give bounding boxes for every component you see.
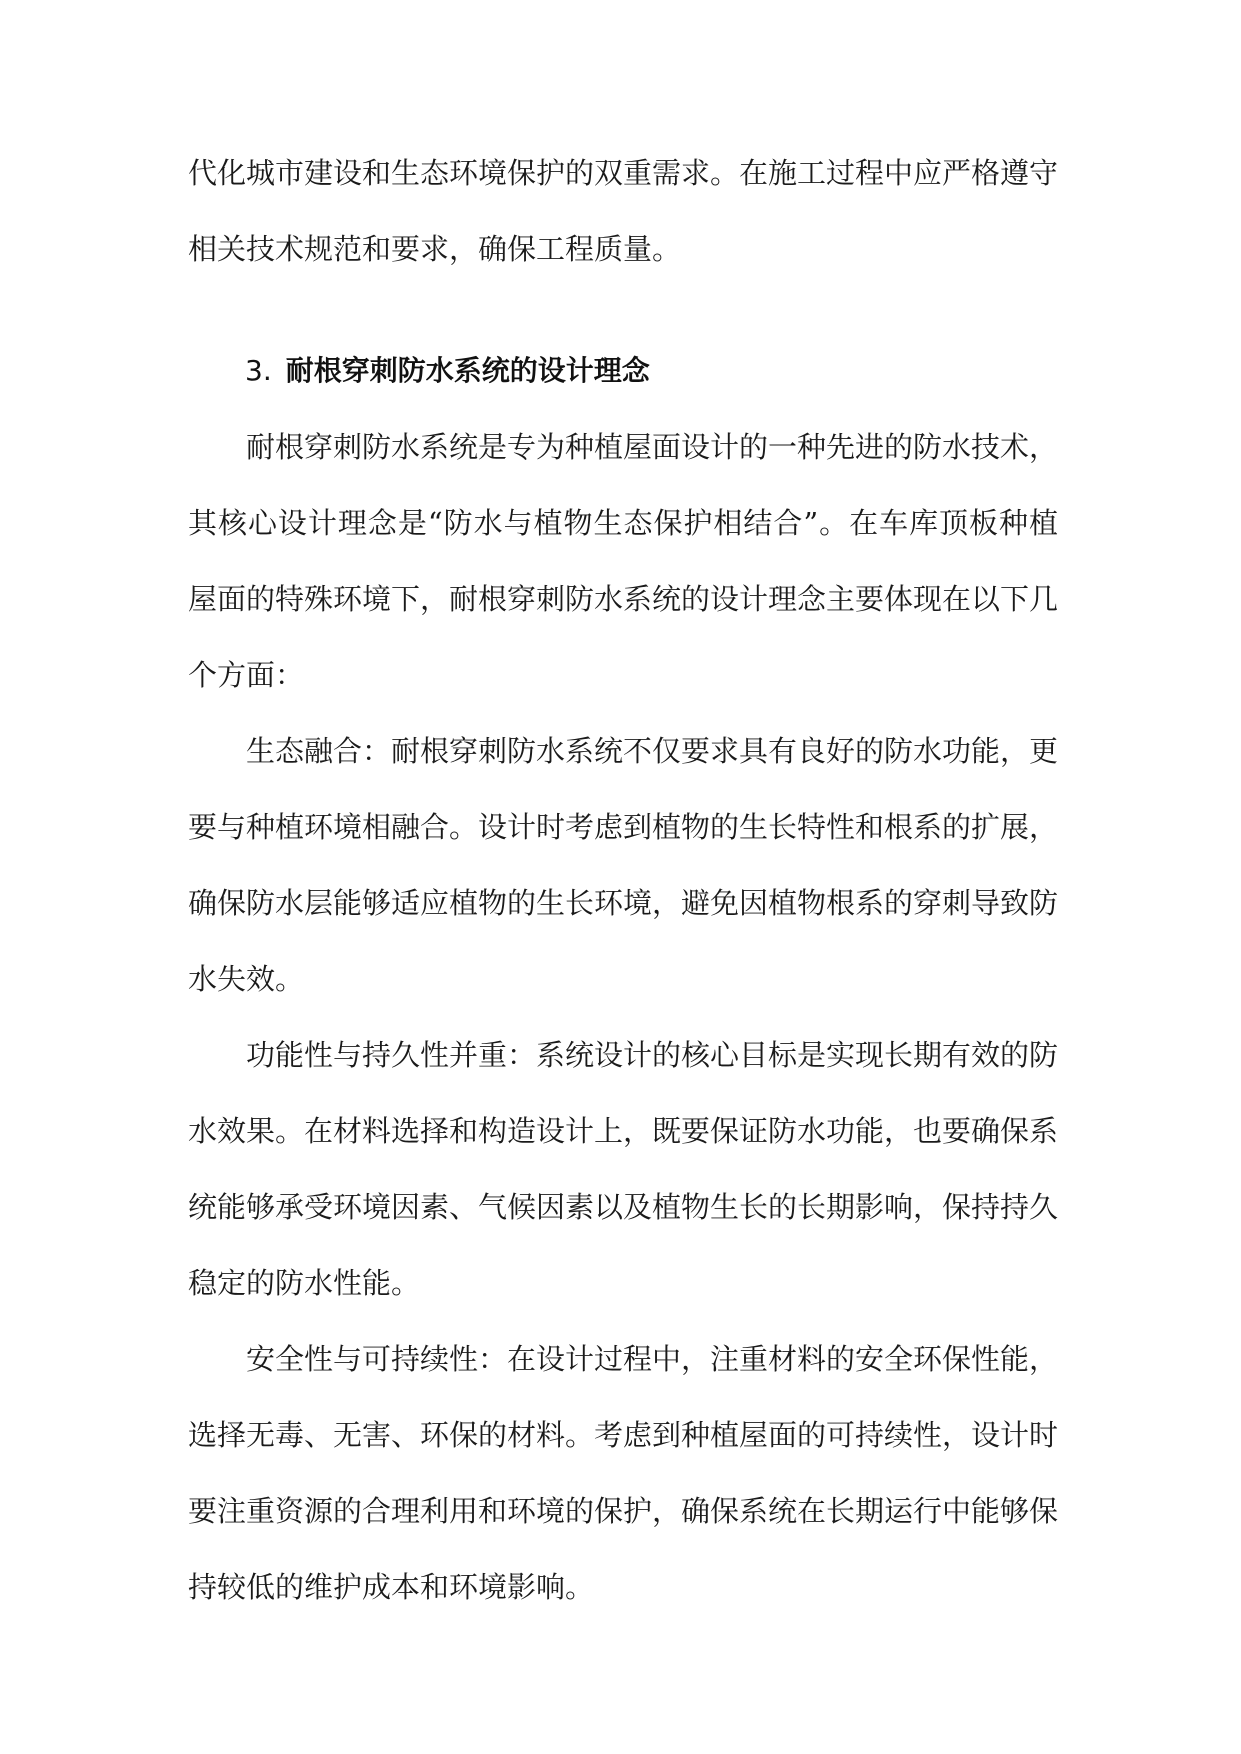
paragraph-ecological-integration: 生态融合：耐根穿刺防水系统不仅要求具有良好的防水功能，更要与种植环境相融合。设计时考虑到植物的生长特性和根系的扩展，确保防水层能够适应植物的生长环境，避免因植物根系的穿刺导致防水失效。	[188, 734, 1059, 996]
section-heading	[188, 333, 1058, 409]
section-title: 耐根穿刺防水系统的设计理念	[285, 354, 650, 387]
continued-paragraph: 代化城市建设和生态环境保护的双重需求。在施工过程中应严格遵守相关技术规范和要求，确保工程质量。	[188, 156, 1059, 266]
paragraph-functionality-durability: 功能性与持久性并重：系统设计的核心目标是实现长期有效的防水效果。在材料选择和构造设计上，既要保证防水功能，也要确保系统能够承受环境因素、气候因素以及植物生长的长期影响，保持持久稳定的防水性能。	[188, 1038, 1059, 1300]
document-body	[188, 135, 1058, 1625]
paragraph-safety-sustainability: 安全性与可持续性：在设计过程中，注重材料的安全环保性能，选择无毒、无害、环保的材料。考虑到种植屋面的可持续性，设计时要注重资源的合理利用和环境的保护，确保系统在长期运行中能够保持较低的维护成本和环境影响。	[188, 1342, 1059, 1604]
section-number: 3.	[245, 354, 272, 387]
paragraph-intro: 耐根穿刺防水系统是专为种植屋面设计的一种先进的防水技术，其核心设计理念是“防水与植物生态保护相结合”。在车库顶板种植屋面的特殊环境下，耐根穿刺防水系统的设计理念主要体现在以下几个方面：	[188, 430, 1059, 692]
